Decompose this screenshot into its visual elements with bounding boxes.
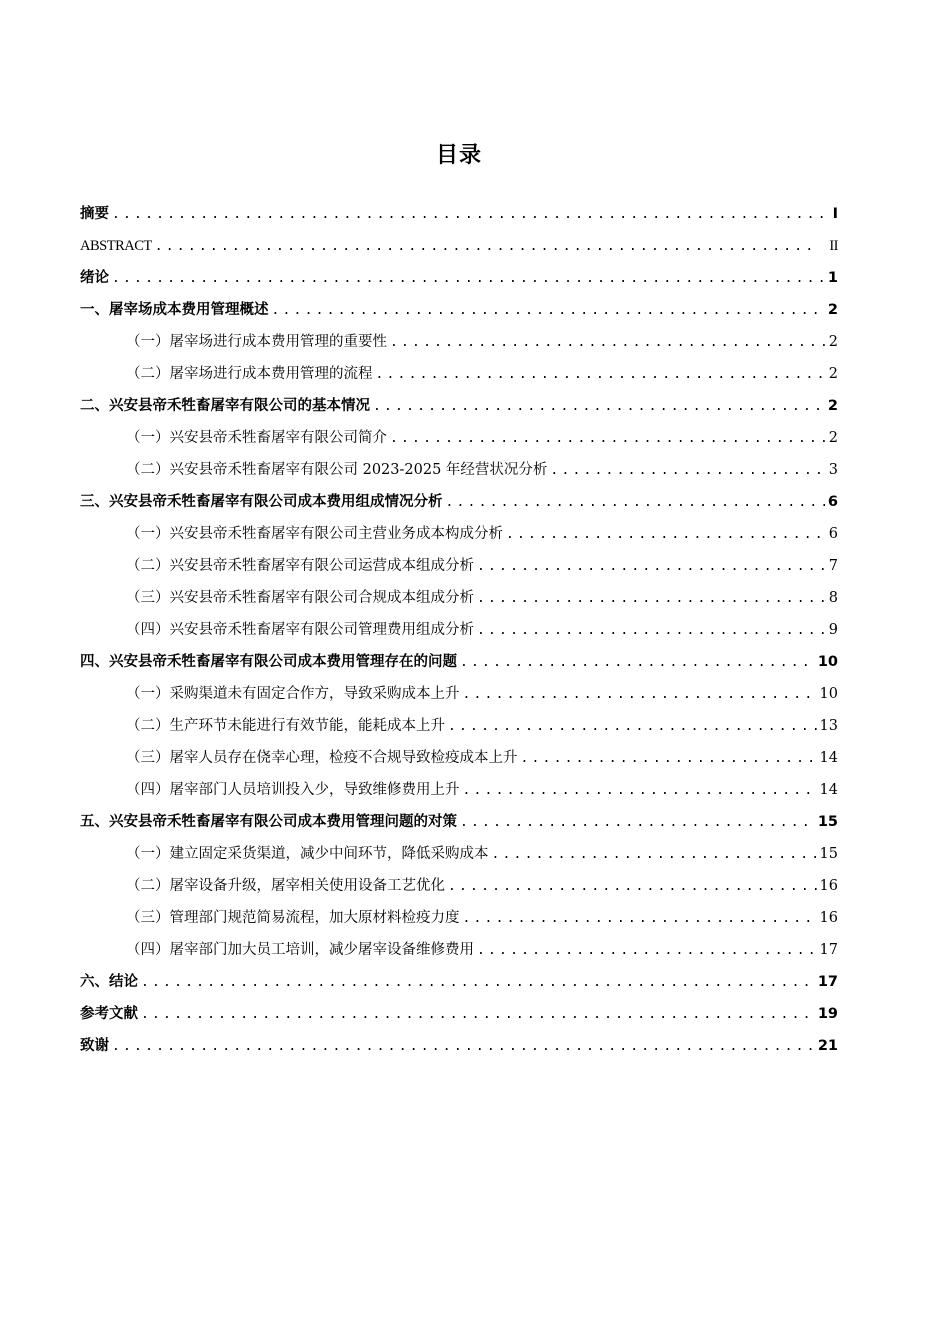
toc-entry-section-1-2[interactable] xyxy=(80,360,838,392)
toc-entry-section-3-2[interactable] xyxy=(80,552,838,584)
toc-entry-page: 10 xyxy=(819,686,838,702)
toc-entry-page: 3 xyxy=(828,462,838,478)
dot-leader xyxy=(141,1001,815,1029)
toc-entry-page: 2 xyxy=(828,334,838,350)
toc-entry-label: （一）兴安县帝禾牲畜屠宰有限公司主营业务成本构成分析 xyxy=(126,526,503,542)
dot-leader xyxy=(463,777,817,805)
dot-leader xyxy=(448,873,817,901)
dot-leader xyxy=(390,425,825,453)
toc-entry-label: （三）管理部门规范简易流程，加大原材料检疫力度 xyxy=(126,910,460,926)
toc-entry-label: （二）屠宰场进行成本费用管理的流程 xyxy=(126,366,373,382)
toc-entry-section-4-4[interactable] xyxy=(80,776,838,808)
toc-entry-page: 6 xyxy=(827,494,838,510)
toc-entry-chapter-4[interactable] xyxy=(80,648,838,680)
toc-entry-section-1-1[interactable] xyxy=(80,328,838,360)
toc-entry-label: （四）屠宰部门人员培训投入少，导致维修费用上升 xyxy=(126,782,460,798)
toc-entry-label: 四、兴安县帝禾牲畜屠宰有限公司成本费用管理存在的问题 xyxy=(80,654,457,670)
dot-leader xyxy=(112,201,825,229)
toc-entry-label: （三）兴安县帝禾牲畜屠宰有限公司合规成本组成分析 xyxy=(126,590,474,606)
toc-entry-label: 绪论 xyxy=(80,270,109,286)
toc-entry-label: （三）屠宰人员存在侥幸心理，检疫不合规导致检疫成本上升 xyxy=(126,750,518,766)
toc-entry-label: ABSTRACT xyxy=(80,238,152,254)
dot-leader xyxy=(477,937,817,965)
toc-entry-section-5-2[interactable] xyxy=(80,872,838,904)
toc-entry-label: （二）兴安县帝禾牲畜屠宰有限公司运营成本组成分析 xyxy=(126,558,474,574)
toc-entry-label: 致谢 xyxy=(80,1038,109,1054)
toc-entry-label: （一）采购渠道未有固定合作方，导致采购成本上升 xyxy=(126,686,460,702)
toc-entry-page: 15 xyxy=(817,814,838,830)
toc-entry-label: （二）生产环节未能进行有效节能，能耗成本上升 xyxy=(126,718,445,734)
toc-entry-label: （二）兴安县帝禾牲畜屠宰有限公司 2023-2025 年经营状况分析 xyxy=(126,462,548,478)
toc-entry-label: 二、兴安县帝禾牲畜屠宰有限公司的基本情况 xyxy=(80,398,370,414)
toc-entry-page: I xyxy=(832,206,838,222)
dot-leader xyxy=(112,265,825,293)
toc-entry-page: 1 xyxy=(827,270,838,286)
toc-entry-page: 15 xyxy=(819,846,838,862)
toc-entry-section-4-3[interactable] xyxy=(80,744,838,776)
toc-entry-page: 21 xyxy=(817,1038,838,1054)
dot-leader xyxy=(272,297,825,325)
toc-entry-page: 17 xyxy=(817,974,838,990)
toc-entry-label: 参考文献 xyxy=(80,1006,138,1022)
toc-entry-chapter-3[interactable] xyxy=(80,488,838,520)
toc-entry-page: 9 xyxy=(828,622,838,638)
toc-entry-label: 六、结论 xyxy=(80,974,138,990)
toc-entry-label: （四）兴安县帝禾牲畜屠宰有限公司管理费用组成分析 xyxy=(126,622,474,638)
dot-leader xyxy=(492,841,817,869)
dot-leader xyxy=(390,329,825,357)
dot-leader xyxy=(463,905,817,933)
toc-entry-label: 一、屠宰场成本费用管理概述 xyxy=(80,302,269,318)
toc-entry-abstract-en[interactable] xyxy=(80,232,838,264)
toc-entry-chapter-2[interactable] xyxy=(80,392,838,424)
toc-entry-acknowledgements[interactable] xyxy=(80,1032,838,1064)
dot-leader xyxy=(477,617,825,645)
toc-entry-page: 6 xyxy=(828,526,838,542)
toc-entry-section-2-2[interactable] xyxy=(80,456,838,488)
dot-leader xyxy=(373,393,825,421)
toc-entry-label: （二）屠宰设备升级，屠宰相关使用设备工艺优化 xyxy=(126,878,445,894)
toc-entry-chapter-1[interactable] xyxy=(80,296,838,328)
toc-entry-label: （四）屠宰部门加大员工培训，减少屠宰设备维修费用 xyxy=(126,942,474,958)
toc-entry-chapter-5[interactable] xyxy=(80,808,838,840)
toc-entry-page: 2 xyxy=(827,302,838,318)
toc-entry-page: 19 xyxy=(817,1006,838,1022)
toc-entry-label: （一）建立固定采货渠道，减少中间环节，降低采购成本 xyxy=(126,846,489,862)
dot-leader xyxy=(477,585,825,613)
dot-leader xyxy=(521,745,817,773)
toc-entry-section-3-1[interactable] xyxy=(80,520,838,552)
dot-leader xyxy=(460,809,815,837)
toc-entry-page: 13 xyxy=(819,718,838,734)
toc-entry-page: 2 xyxy=(828,366,838,382)
dot-leader xyxy=(141,969,815,997)
dot-leader xyxy=(506,521,825,549)
toc-entry-label: 摘要 xyxy=(80,206,109,222)
toc-entry-page: 2 xyxy=(828,430,838,446)
dot-leader xyxy=(155,233,817,261)
toc-entry-page: 17 xyxy=(819,942,838,958)
toc-entry-section-5-3[interactable] xyxy=(80,904,838,936)
toc-title: 目录 xyxy=(435,143,482,168)
toc-entry-chapter-6[interactable] xyxy=(80,968,838,1000)
toc-entry-page: 7 xyxy=(828,558,838,574)
toc-entry-section-4-1[interactable] xyxy=(80,680,838,712)
toc-entry-section-3-4[interactable] xyxy=(80,616,838,648)
dot-leader xyxy=(448,713,817,741)
toc-entry-label: （一）屠宰场进行成本费用管理的重要性 xyxy=(126,334,387,350)
toc-entry-page: 14 xyxy=(819,782,838,798)
dot-leader xyxy=(550,457,825,485)
dot-leader xyxy=(376,361,826,389)
toc-entry-label: （一）兴安县帝禾牲畜屠宰有限公司简介 xyxy=(126,430,387,446)
toc-entry-page: 16 xyxy=(819,910,838,926)
toc-entry-introduction[interactable] xyxy=(80,264,838,296)
toc-entry-references[interactable] xyxy=(80,1000,838,1032)
toc-entry-page: 8 xyxy=(828,590,838,606)
toc-entry-page: 14 xyxy=(819,750,838,766)
toc-entry-section-5-1[interactable] xyxy=(80,840,838,872)
table-of-contents xyxy=(80,200,838,1064)
toc-entry-label: 五、兴安县帝禾牲畜屠宰有限公司成本费用管理问题的对策 xyxy=(80,814,457,830)
toc-entry-page: 2 xyxy=(827,398,838,414)
toc-entry-section-2-1[interactable] xyxy=(80,424,838,456)
dot-leader xyxy=(112,1033,815,1061)
dot-leader xyxy=(460,649,815,677)
toc-entry-label: 三、兴安县帝禾牲畜屠宰有限公司成本费用组成情况分析 xyxy=(80,494,443,510)
toc-entry-section-3-3[interactable] xyxy=(80,584,838,616)
toc-entry-page: II xyxy=(829,238,838,254)
toc-entry-section-4-2[interactable] xyxy=(80,712,838,744)
toc-entry-section-5-4[interactable] xyxy=(80,936,838,968)
toc-entry-page: 10 xyxy=(817,654,838,670)
dot-leader xyxy=(477,553,825,581)
dot-leader xyxy=(463,681,817,709)
toc-entry-page: 16 xyxy=(819,878,838,894)
toc-entry-abstract-cn[interactable] xyxy=(80,200,838,232)
dot-leader xyxy=(446,489,825,517)
